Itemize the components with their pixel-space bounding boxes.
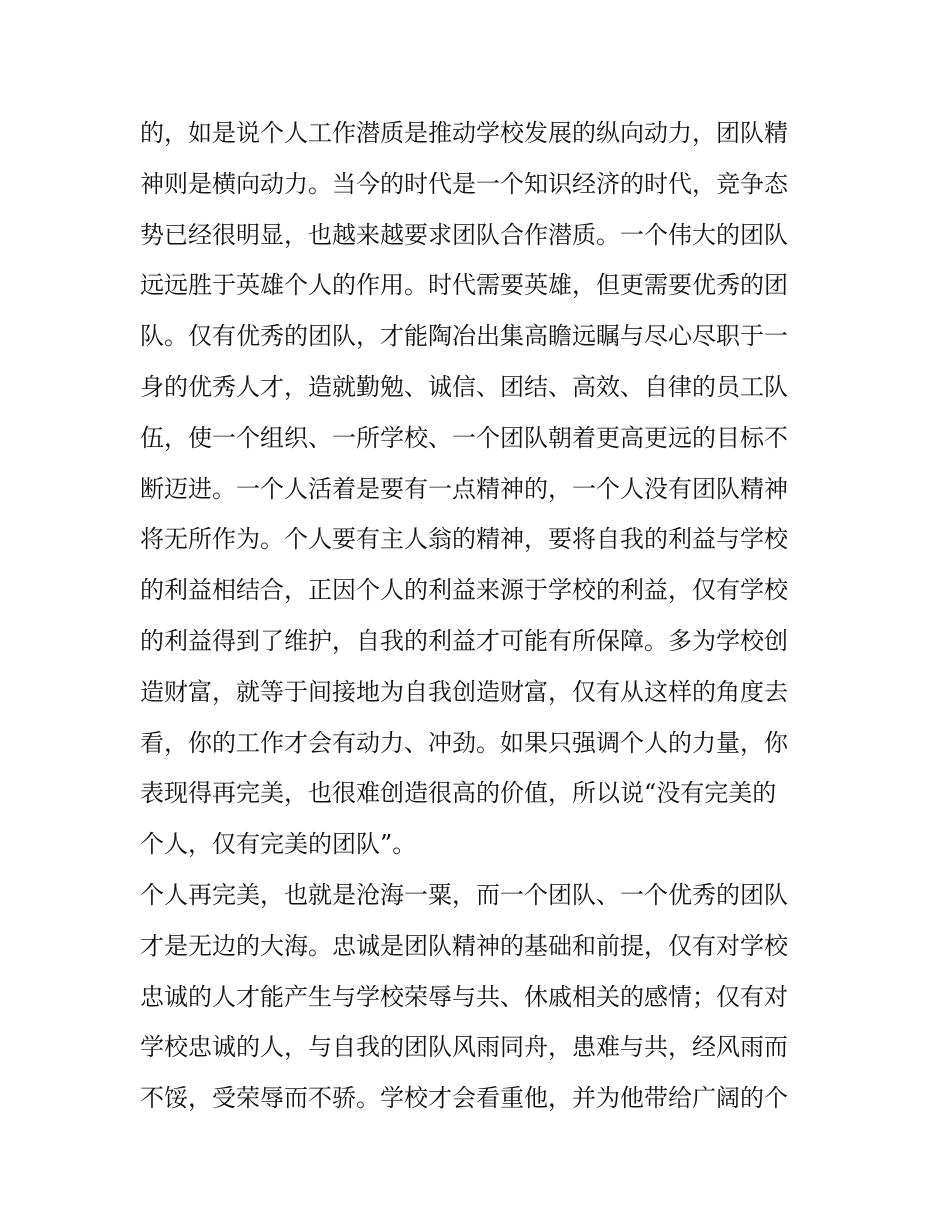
text-line: 身的优秀人才，造就勤勉、诚信、团结、高效、自律的员工队 [140,372,788,401]
text-line: 远远胜于英雄个人的作用。时代需要英雄，但更需要优秀的团 [140,271,788,300]
body-text [140,108,820,1124]
text-line: 将无所作为。个人要有主人翁的精神，要将自我的利益与学校 [140,525,788,554]
text-line: 学校忠诚的人，与自我的团队风雨同舟，患难与共，经风雨而 [140,1033,788,1062]
text-line: 个人再完美，也就是沧海一粟，而一个团队、一个优秀的团队 [140,880,788,909]
text-line: 断迈进。一个人活着是要有一点精神的，一个人没有团队精神 [140,474,788,503]
text-line: 忠诚的人才能产生与学校荣辱与共、休戚相关的感情；仅有对 [140,982,788,1011]
text-line: 个人，仅有完美的团队”。 [140,830,417,859]
text-line: 不馁，受荣辱而不骄。学校才会看重他，并为他带给广阔的个 [140,1084,788,1113]
text-line: 势已经很明显，也越来越要求团队合作潜质。一个伟大的团队 [140,220,788,249]
text-line: 伍，使一个组织、一所学校、一个团队朝着更高更远的目标不 [140,423,788,452]
text-line: 的利益相结合，正因个人的利益来源于学校的利益，仅有学校 [140,576,788,605]
text-line: 表现得再完美，也很难创造很高的价值，所以说“没有完美的 [140,779,777,808]
text-line: 的利益得到了维护，自我的利益才可能有所保障。多为学校创 [140,626,788,655]
text-line: 的，如是说个人工作潜质是推动学校发展的纵向动力，团队精 [140,119,788,147]
text-line: 才是无边的大海。忠诚是团队精神的基础和前提，仅有对学校 [140,931,788,960]
text-line: 看，你的工作才会有动力、冲劲。如果只强调个人的力量，你 [140,728,788,757]
text-line: 造财富，就等于间接地为自我创造财富，仅有从这样的角度去 [140,677,788,706]
text-line: 神则是横向动力。当今的时代是一个知识经济的时代，竞争态 [140,169,788,198]
text-line: 队。仅有优秀的团队，才能陶冶出集高瞻远瞩与尽心尽职于一 [140,322,788,351]
